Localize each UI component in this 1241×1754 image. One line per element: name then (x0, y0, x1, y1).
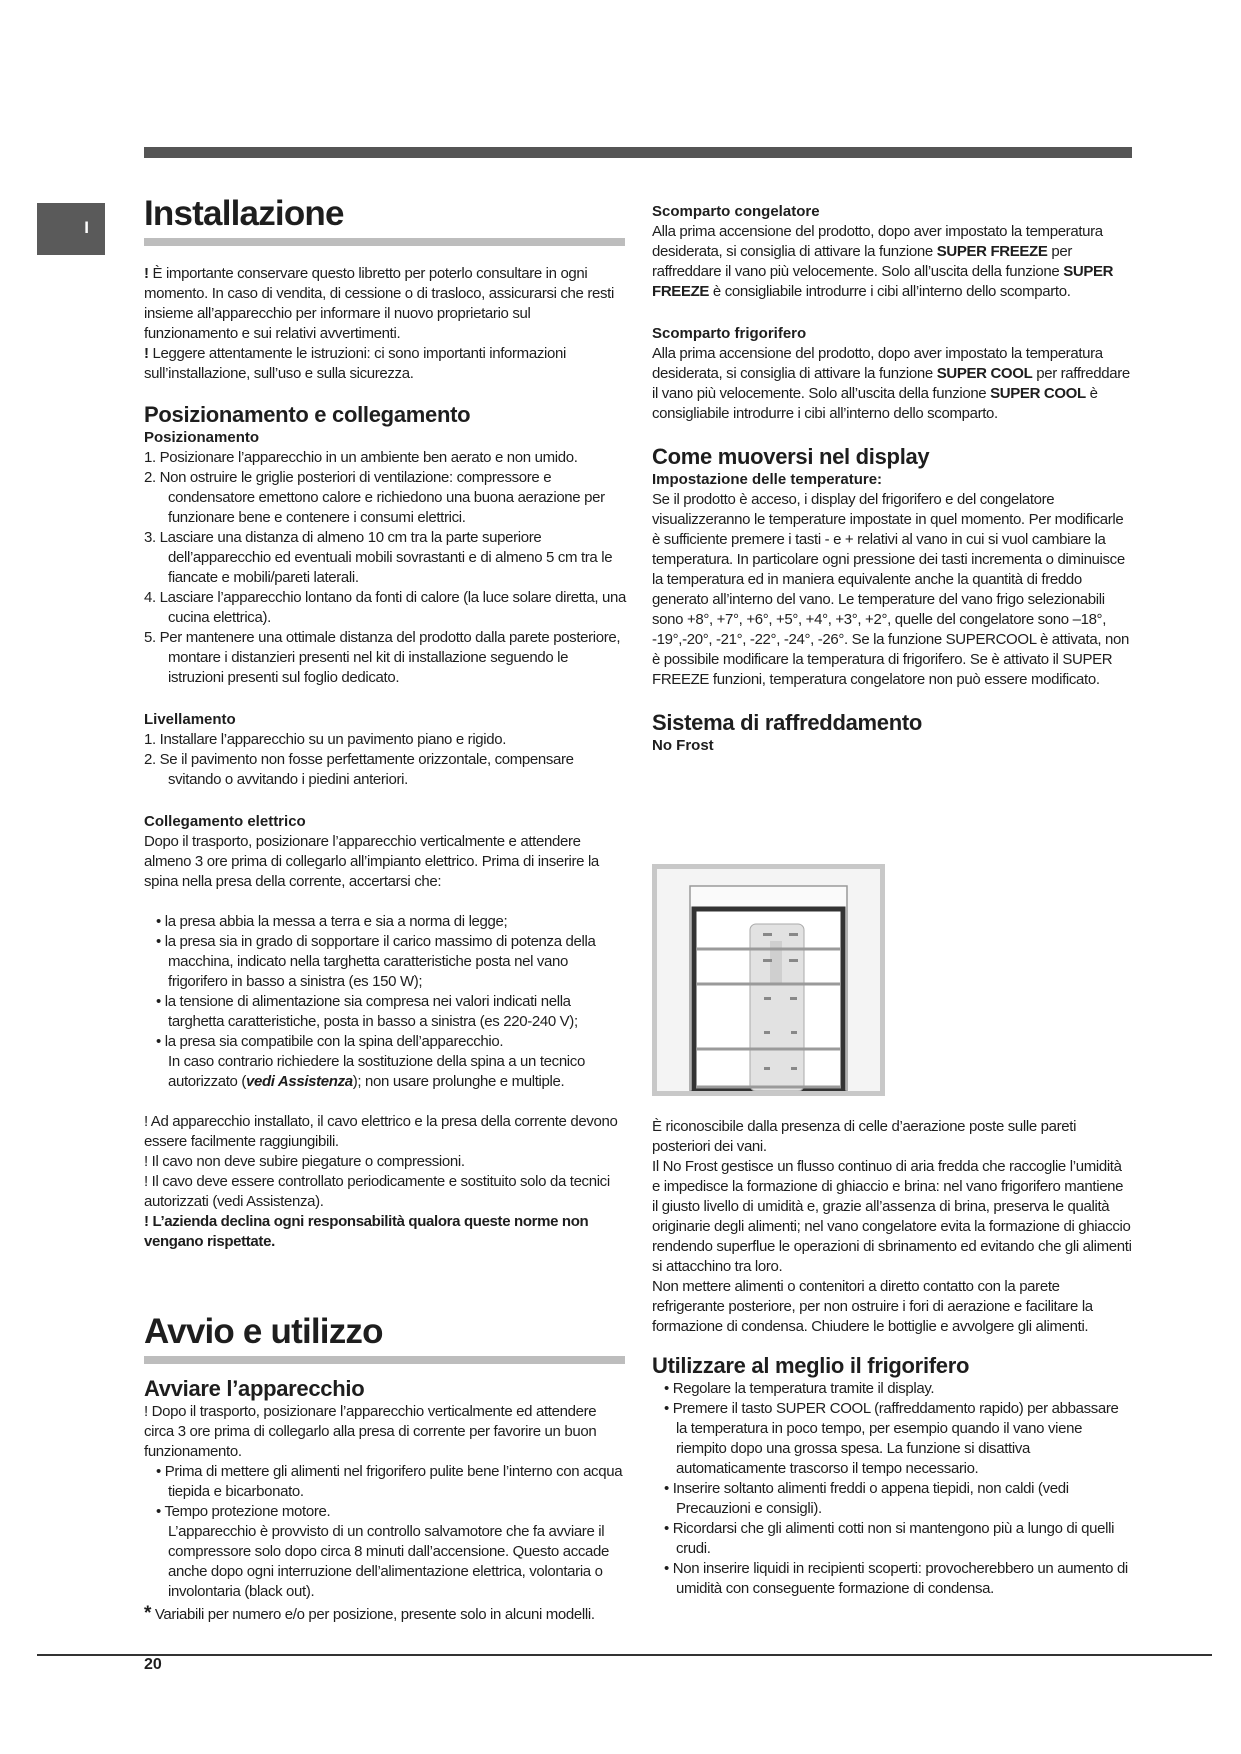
paragraph: ! Dopo il trasporto, posizionare l’apparecchio verticalmente ed attendere circa 3 ore prima di collegarlo alla presa di corrente per favorire un buon funzionamento. (144, 1403, 597, 1460)
list-item: 2. Non ostruire le griglie posteriori di ventilazione: compressore e condensatore emettono calore e richiedono una buona aerazione per funzionare bene e contenere i consumi elettrici. (144, 469, 605, 526)
function-name: SUPER COOL (936, 365, 1033, 382)
language-tab (37, 203, 105, 255)
list-item: 4. Lasciare l’apparecchio lontano da fonti di calore (la luce solare diretta, una cucina elettrica). (144, 589, 626, 626)
text: per raffreddare il vano più velocemente. Solo all’uscita della funzione (652, 243, 1072, 280)
warnings (144, 1112, 626, 1252)
paragraph: Dopo il trasporto, posizionare l’apparecchio verticalmente e attendere almeno 3 ore prima di collegarlo all’impianto elettrico. Prima di inserire la spina nella presa della corrente, accertarsi che: (144, 833, 599, 890)
bullet-list (144, 912, 626, 1092)
warning: ! Il cavo non deve subire piegature o compressioni. (144, 1153, 465, 1170)
list-item: • Inserire soltanto alimenti freddi o appena tiepidi, non caldi (vedi Precauzioni e consigli). (664, 1480, 1069, 1517)
no-frost-fridge-illustration (652, 864, 885, 1096)
text: ); non usare prolunghe e multiple. (352, 1073, 565, 1090)
title-rule (144, 238, 625, 246)
footnote (144, 1604, 626, 1625)
warning-mark: ! (144, 265, 149, 282)
list-item: 2. Se il pavimento non fosse perfettamente orizzontale, compensare svitando o avvitando i piedini anteriori. (144, 751, 574, 788)
page-number: 20 (144, 1656, 162, 1673)
list-item: 1. Posizionare l’apparecchio in un ambiente ben aerato e non umido. (144, 449, 578, 466)
function-name: SUPER COOL (990, 385, 1086, 402)
installation-section (144, 194, 626, 1252)
list-item: • la presa sia compatibile con la spina dell’apparecchio. (156, 1033, 504, 1050)
footer-rule (37, 1654, 1212, 1656)
section-title: Avvio e utilizzo (144, 1312, 383, 1351)
subheading: No Frost (652, 737, 714, 754)
section-heading: Utilizzare al meglio il frigorifero (652, 1353, 970, 1378)
warning: ! Il cavo deve essere controllato periodicamente e sostituito solo da tecnici autorizzati (vedi Assistenza). (144, 1173, 610, 1210)
warning-mark: ! (144, 345, 149, 362)
paragraph (652, 222, 1132, 302)
list-item: • Non inserire liquidi in recipienti scoperti: provocherebbero un aumento di umidità con conseguente formazione di condensa. (664, 1560, 1128, 1597)
section-heading: Posizionamento e collegamento (144, 402, 471, 427)
subheading: Posizionamento (144, 429, 260, 446)
title-rule (144, 1356, 625, 1364)
list-item: • Regolare la temperatura tramite il display. (664, 1380, 935, 1397)
list-item: • la tensione di alimentazione sia compresa nei valori indicati nella targhetta caratteristiche, posta in basso a sinistra (es 220-240 V); (156, 993, 578, 1030)
language-tab-label: I (84, 218, 89, 237)
section-heading: Sistema di raffreddamento (652, 710, 923, 735)
warning-bold: ! L’azienda declina ogni responsabilità qualora queste norme non vengano rispettate. (144, 1213, 589, 1250)
list-item: • Prima di mettere gli alimenti nel frigorifero pulite bene l’interno con acqua tiepida e bicarbonato. (156, 1463, 623, 1500)
intro-text: Leggere attentamente le istruzioni: ci sono importanti informazioni sull’installazione, sull’uso e sulla sicurezza. (144, 345, 566, 382)
paragraph: Il No Frost gestisce un flusso continuo di aria fredda che raccoglie l’umidità e impedisce la formazione di ghiaccio e brina: nel vano frigorifero mantiene il giusto livello di umidità e, grazie all’assenza di brina, preserva le qualità originarie degli alimenti; nel vano congelatore evita la formazione di ghiaccio rendendo superflue le operazioni di sbrinamento ed evitando che gli alimenti si attacchino tra loro. (652, 1158, 1132, 1275)
function-name: SUPER FREEZE (936, 243, 1048, 260)
paragraph: È riconoscibile dalla presenza di celle d’aerazione poste sulle pareti posteriori dei vani. (652, 1118, 1077, 1155)
intro-text: È importante conservare questo libretto per poterlo consultare in ogni momento. In caso di vendita, di cessione o di trasloco, assicurarsi che resti insieme all’apparecchio per informare il nuovo proprietario sul funzionamento e sui relativi avvertimenti. (144, 265, 614, 342)
text: Alla prima accensione del prodotto, dopo aver impostato la temperatura desiderata, si consiglia di attivare la funzione (652, 223, 1103, 260)
assistance-reference: vedi Assistenza (246, 1073, 353, 1090)
list-item: • la presa abbia la messa a terra e sia a norma di legge; (156, 913, 508, 930)
right-column-top (652, 202, 1132, 756)
paragraph (144, 1052, 626, 1092)
paragraph: Non mettere alimenti o contenitori a diretto contatto con la parete refrigerante posteriore, per non ostruire i fori di aerazione e facilitare la formazione di condensa. Chiudere le bottiglie e avvolgere gli alimenti. (652, 1278, 1093, 1335)
list-item: 3. Lasciare una distanza di almeno 10 cm tra la parte superiore dell’apparecchio ed eventuali mobili sovrastanti e di almeno 5 cm tra le fiancate e mobili/pareti laterali. (144, 529, 613, 586)
text: è consigliabile introdurre i cibi all’interno dello scomparto. (652, 385, 1098, 422)
text: Alla prima accensione del prodotto, dopo aver impostato la temperatura desiderata, si consiglia di attivare la funzione (652, 345, 1103, 382)
asterisk: * (144, 1603, 152, 1624)
text: per raffreddare il vano più velocemente. Solo all’uscita della funzione (652, 365, 1130, 402)
list-item: • Tempo protezione motore. (156, 1503, 331, 1520)
header-bar (144, 147, 1132, 158)
section-heading: Come muoversi nel display (652, 444, 930, 469)
subheading: Scomparto congelatore (652, 203, 820, 220)
list-item: • Premere il tasto SUPER COOL (raffreddamento rapido) per abbassare la temperatura in poco tempo, per esempio quando il vano viene riempito dopo una grossa spesa. La funzione si disattiva automaticamente trascorso il tempo necessario. (664, 1400, 1119, 1477)
section-heading: Avviare l’apparecchio (144, 1376, 365, 1401)
warning: ! Ad apparecchio installato, il cavo elettrico e la presa della corrente devono essere facilmente raggiungibili. (144, 1113, 618, 1150)
fridge-interior-icon (657, 869, 880, 1091)
list-item: • Ricordarsi che gli alimenti cotti non si mantengono più a lungo di quelli crudi. (664, 1520, 1115, 1557)
subheading: Impostazione delle temperature: (652, 471, 883, 488)
paragraph: L’apparecchio è provvisto di un controllo salvamotore che fa avviare il compressore solo dopo circa 8 minuti dall’accensione. Questo accade anche dopo ogni interruzione dell’alimentazione elettrica, volontaria o involontaria (black out). (168, 1523, 609, 1600)
list-item: • la presa sia in grado di sopportare il carico massimo di potenza della macchina, indicato nella targhetta caratteristiche posta nel vano frigorifero in basso a sinistra (es 150 W); (156, 933, 596, 990)
page-title: Installazione (144, 194, 344, 233)
intro-paragraph (144, 264, 626, 344)
list-item: 1. Installare l’apparecchio su un pavimento piano e rigido. (144, 731, 507, 748)
intro (144, 264, 626, 384)
function-name: SUPER FREEZE (652, 263, 1114, 300)
no-frost-description (652, 1117, 1132, 1599)
paragraph: Se il prodotto è acceso, i display del frigorifero e del congelatore visualizzeranno le temperature impostate in quel momento. Per modificarle è sufficiente premere i tasti - e + relativi al vano in cui si vuol cambiare la temperatura. In particolare ogni pressione dei tasti incrementa o diminuisce la temperatura ed in maniera equivalente anche la quantità di freddo generato all’interno del vano. Le temperature del vano frigo selezionabili sono +8°, +7°, +6°, +5°, +4°, +3°, +2°, quelle del congelatore sono –18°, -19°,-20°, -21°, -22°, -24°, -26°. Se la funzione SUPERCOOL è attivata, non è possibile modificare la temperatura di frigorifero. Se è attivato il SUPER FREEZE funzioni, temperatura congelatore non può essere modificato. (652, 491, 1129, 688)
intro-paragraph (144, 344, 626, 384)
footnote-text: Variabili per numero e/o per posizione, presente solo in alcuni modelli. (151, 1606, 595, 1623)
text: è consigliabile introdurre i cibi all’interno dello scomparto. (709, 283, 1071, 300)
subheading: Scomparto frigorifero (652, 325, 807, 342)
paragraph (652, 344, 1132, 424)
subheading: Livellamento (144, 711, 236, 728)
list-item: 5. Per mantenere una ottimale distanza del prodotto dalla parete posteriore, montare i distanzieri presenti nel kit di installazione seguendo le istruzioni presenti sul foglio dedicato. (144, 629, 621, 686)
start-section (144, 1312, 626, 1625)
text: In caso contrario richiedere la sostituzione della spina a un tecnico autorizzato ( (168, 1053, 585, 1090)
subheading: Collegamento elettrico (144, 813, 306, 830)
